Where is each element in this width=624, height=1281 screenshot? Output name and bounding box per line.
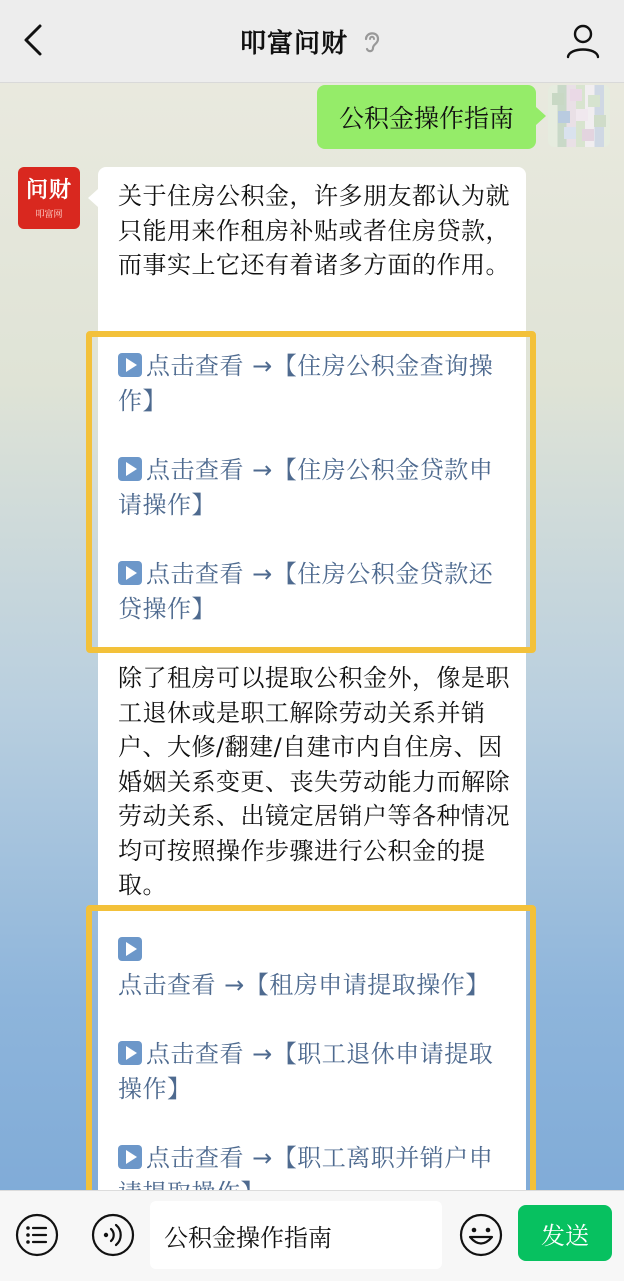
emoji-icon[interactable]	[458, 1212, 504, 1258]
menu-list-icon[interactable]	[14, 1212, 60, 1258]
link-text: 点击查看 →【租房申请提取操作】	[118, 970, 490, 999]
voice-icon[interactable]	[90, 1212, 136, 1258]
ear-icon	[360, 27, 384, 55]
send-button[interactable]: 发送	[518, 1205, 612, 1261]
user-avatar[interactable]	[548, 85, 610, 147]
input-bar	[0, 1190, 624, 1281]
bot-avatar[interactable]	[18, 167, 80, 229]
person-icon[interactable]	[564, 22, 602, 60]
message-input[interactable]	[150, 1201, 442, 1269]
link-text: 点击查看 →【职工离职并销户申	[146, 1144, 494, 1172]
chat-header	[0, 0, 624, 83]
bot-avatar-subtext: 叩富网	[35, 210, 63, 220]
bot-avatar-logo: 问财	[25, 178, 72, 203]
link-text: 点击查看 →【住房公积金贷款还贷操作】	[118, 560, 494, 623]
link-text: 点击查看 →【住房公积金查询操作】	[118, 352, 494, 415]
user-message-text: 公积金操作指南	[338, 104, 514, 133]
link-text: 点击查看 →【职工退休申请提取操作】	[118, 1040, 494, 1103]
highlight-box-1	[86, 331, 536, 653]
title-group	[0, 0, 624, 82]
intro-paragraph: 关于住房公积金，许多朋友都认为就只能用来作租房补贴或者住房贷款，而事实上它还有着诸多方面的作用。	[118, 182, 510, 279]
link-text: 点击查看 →【住房公积金贷款申请操作】	[118, 456, 494, 519]
chat-area[interactable]	[0, 83, 624, 1190]
user-message-row	[0, 85, 624, 155]
middle-paragraph: 除了租房可以提取公积金外，像是职工退休或是职工解除劳动关系并销户、大修/翻建/自建市内自住房、因婚姻关系变更、丧失劳动能力而解除劳动关系、出镜定居销户等各种情况均可按照操作步骤进行公积金的提取。	[118, 664, 510, 899]
page-title: 叩富问财	[239, 28, 348, 59]
user-message-bubble[interactable]	[317, 85, 536, 149]
highlight-box-2	[86, 905, 536, 1207]
